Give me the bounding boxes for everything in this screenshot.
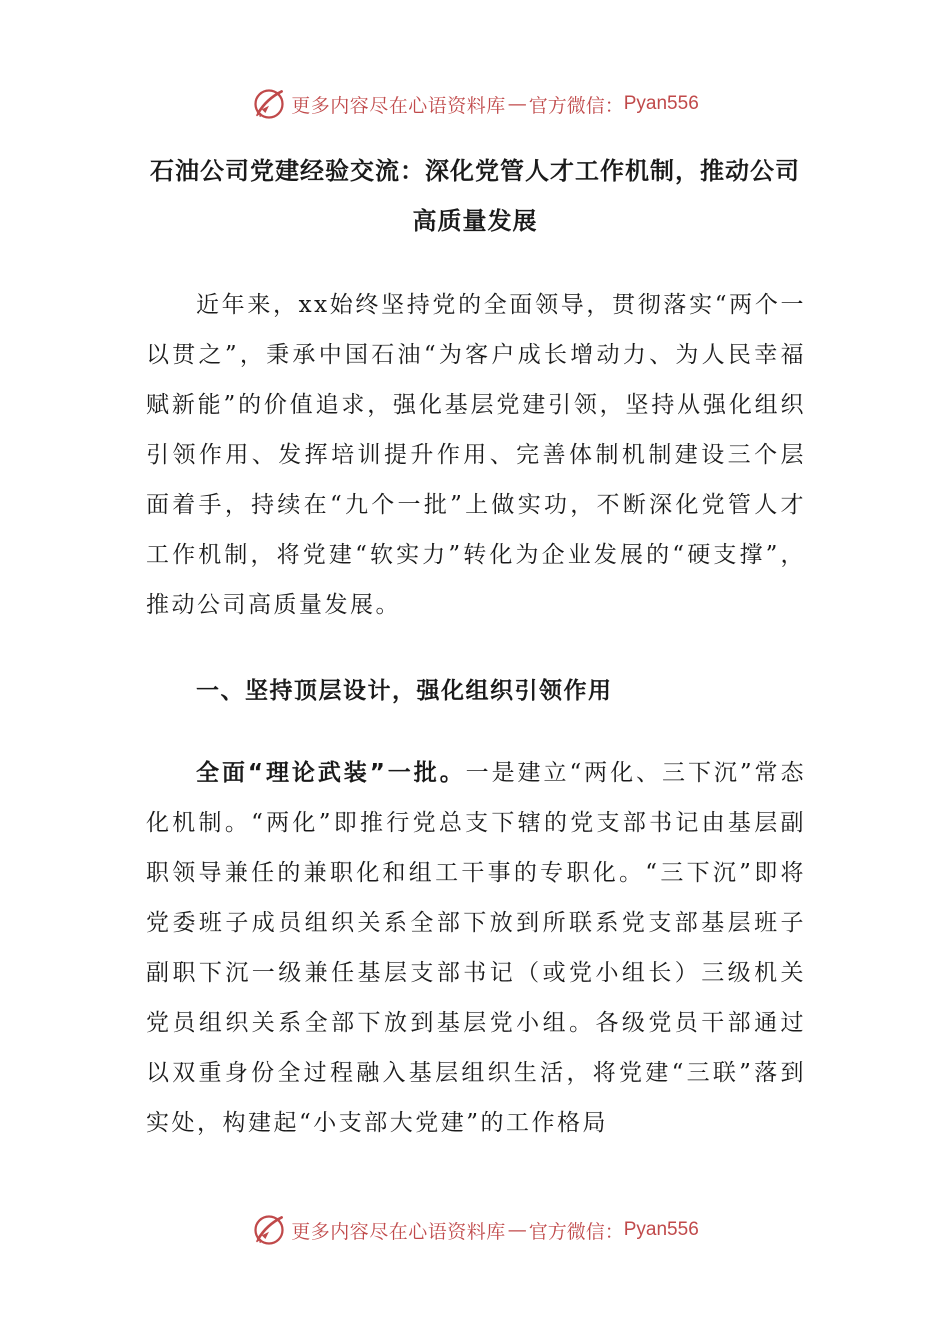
pen-nib-logo-icon [251,1212,287,1248]
body-paragraph [146,748,806,1148]
section-heading: 一、坚持顶层设计，强化组织引领作用 [196,678,613,704]
banner-separator: — [507,93,527,115]
paragraph-lead: 全面“理论武装”一批。 [196,760,466,786]
banner-slogan: 更多内容尽在心语资料库 [291,1220,506,1243]
banner-wechat-label: 官方微信： [528,1220,624,1243]
pen-nib-logo-icon [251,86,287,122]
banner-wechat-id: Pyan556 [623,93,699,114]
header-watermark-banner [0,82,950,126]
banner-wechat-label: 官方微信： [528,94,624,117]
banner-separator: — [507,1219,527,1241]
document-title: 石油公司党建经验交流：深化党管人才工作机制，推动公司高质量发展 [150,157,800,235]
banner-slogan: 更多内容尽在心语资料库 [291,94,506,117]
footer-watermark-banner [0,1208,950,1252]
banner-wechat-id: Pyan556 [623,1219,699,1240]
paragraph-body: 一是建立“两化、三下沉”常态化机制。“两化”即推行党总支下辖的党支部书记由基层副职领导兼任的兼职化和组工干事的专职化。“三下沉”即将党委班子成员组织关系全部下放到所联系党支部基层班子副职下沉一级兼任基层支部书记（或党小组长）三级机关党员组织关系全部下放到基层党小组。各级党员干部通过以双重身份全过程融入基层组织生活，将党建“三联”落到实处，构建起“小支部大党建”的工作格局 [146,760,806,1136]
intro-paragraph: 近年来，xx始终坚持党的全面领导，贯彻落实“两个一以贯之”，秉承中国石油“为客户成长增动力、为人民幸福赋新能”的价值追求，强化基层党建引领，坚持从强化组织引领作用、发挥培训提升作用、完善体制机制建设三个层面着手，持续在“九个一批”上做实功，不断深化党管人才工作机制，将党建“软实力”转化为企业发展的“硬支撑”，推动公司高质量发展。 [146,292,806,618]
